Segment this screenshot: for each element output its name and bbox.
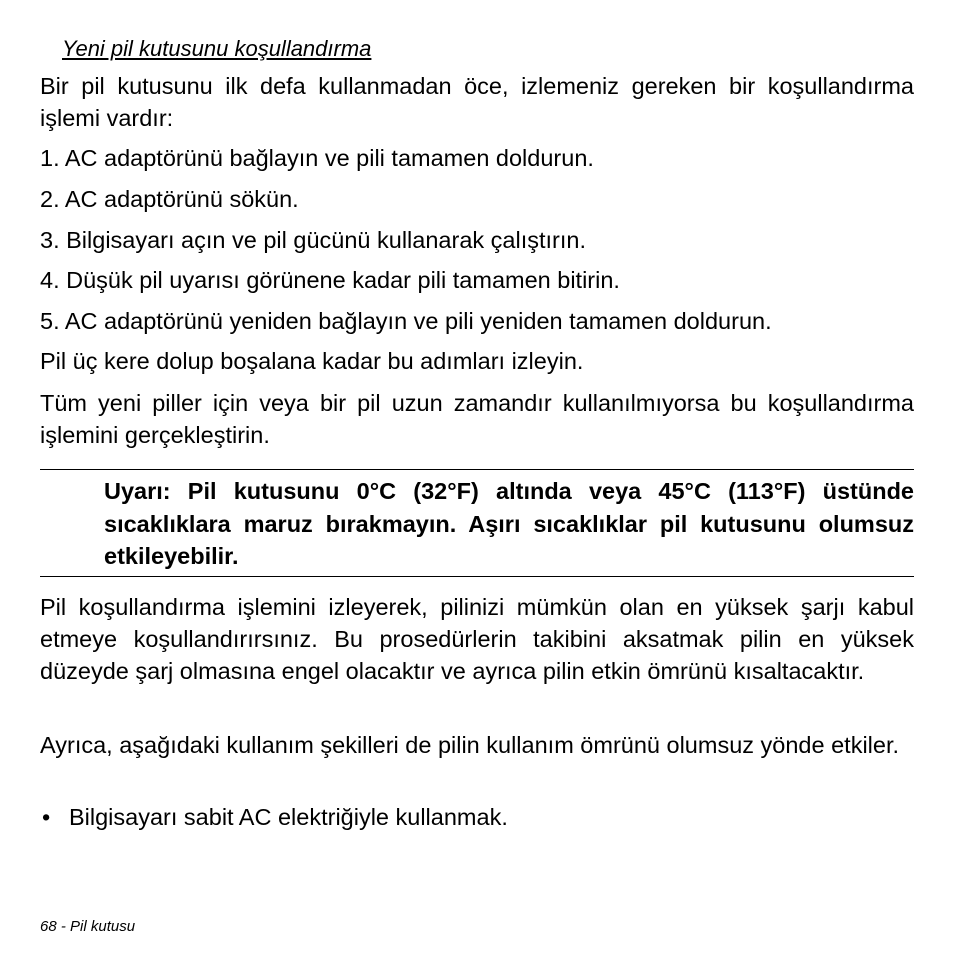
- benefit-paragraph: Pil koşullandırma işlemini izleyerek, pilinizi mümkün olan en yüksek şarjı kabul etmeye koşullandırırsınız. Bu prosedürlerin takibini aksatmak pilin en yüksek düzeyde şarj olmasına engel olacaktır ve ayrıca pilin etkin ömrünü kısaltacaktır.: [40, 594, 914, 684]
- warning-bottom-divider: [40, 576, 914, 577]
- bullet-marker: •: [42, 804, 51, 830]
- step-item: 4. Düşük pil uyarısı görünene kadar pili tamamen bitirin.: [40, 267, 620, 293]
- step-item: 1. AC adaptörünü bağlayın ve pili tamamen doldurun.: [40, 145, 594, 171]
- section-subheading: Yeni pil kutusunu koşullandırma: [62, 36, 372, 61]
- step-item: 2. AC adaptörünü sökün.: [40, 186, 299, 212]
- repeat-note: Pil üç kere dolup boşalana kadar bu adımları izleyin.: [40, 348, 584, 374]
- bullet-text: Bilgisayarı sabit AC elektriğiyle kullanmak.: [69, 804, 508, 830]
- warning-text: Uyarı: Pil kutusunu 0°C (32°F) altında veya 45°C (113°F) üstünde sıcaklıklara maruz bırakmayın. Aşırı sıcaklıklar pil kutusunu olumsuz etkileyebilir.: [104, 478, 914, 569]
- step-item: 3. Bilgisayarı açın ve pil gücünü kullanarak çalıştırın.: [40, 227, 586, 253]
- step-item: 5. AC adaptörünü yeniden bağlayın ve pili yeniden tamamen doldurun.: [40, 308, 772, 334]
- warning-top-divider: [40, 469, 914, 470]
- page-footer: 68 - Pil kutusu: [40, 918, 136, 935]
- usage-note: Tüm yeni piller için veya bir pil uzun zamandır kullanılmıyorsa bu koşullandırma işlemini gerçekleştirin.: [40, 390, 914, 448]
- intro-paragraph: Bir pil kutusunu ilk defa kullanmadan öce, izlemeniz gereken bir koşullandırma işlemi vardır:: [40, 73, 914, 131]
- adverse-paragraph: Ayrıca, aşağıdaki kullanım şekilleri de pilin kullanım ömrünü olumsuz yönde etkiler.: [40, 732, 900, 758]
